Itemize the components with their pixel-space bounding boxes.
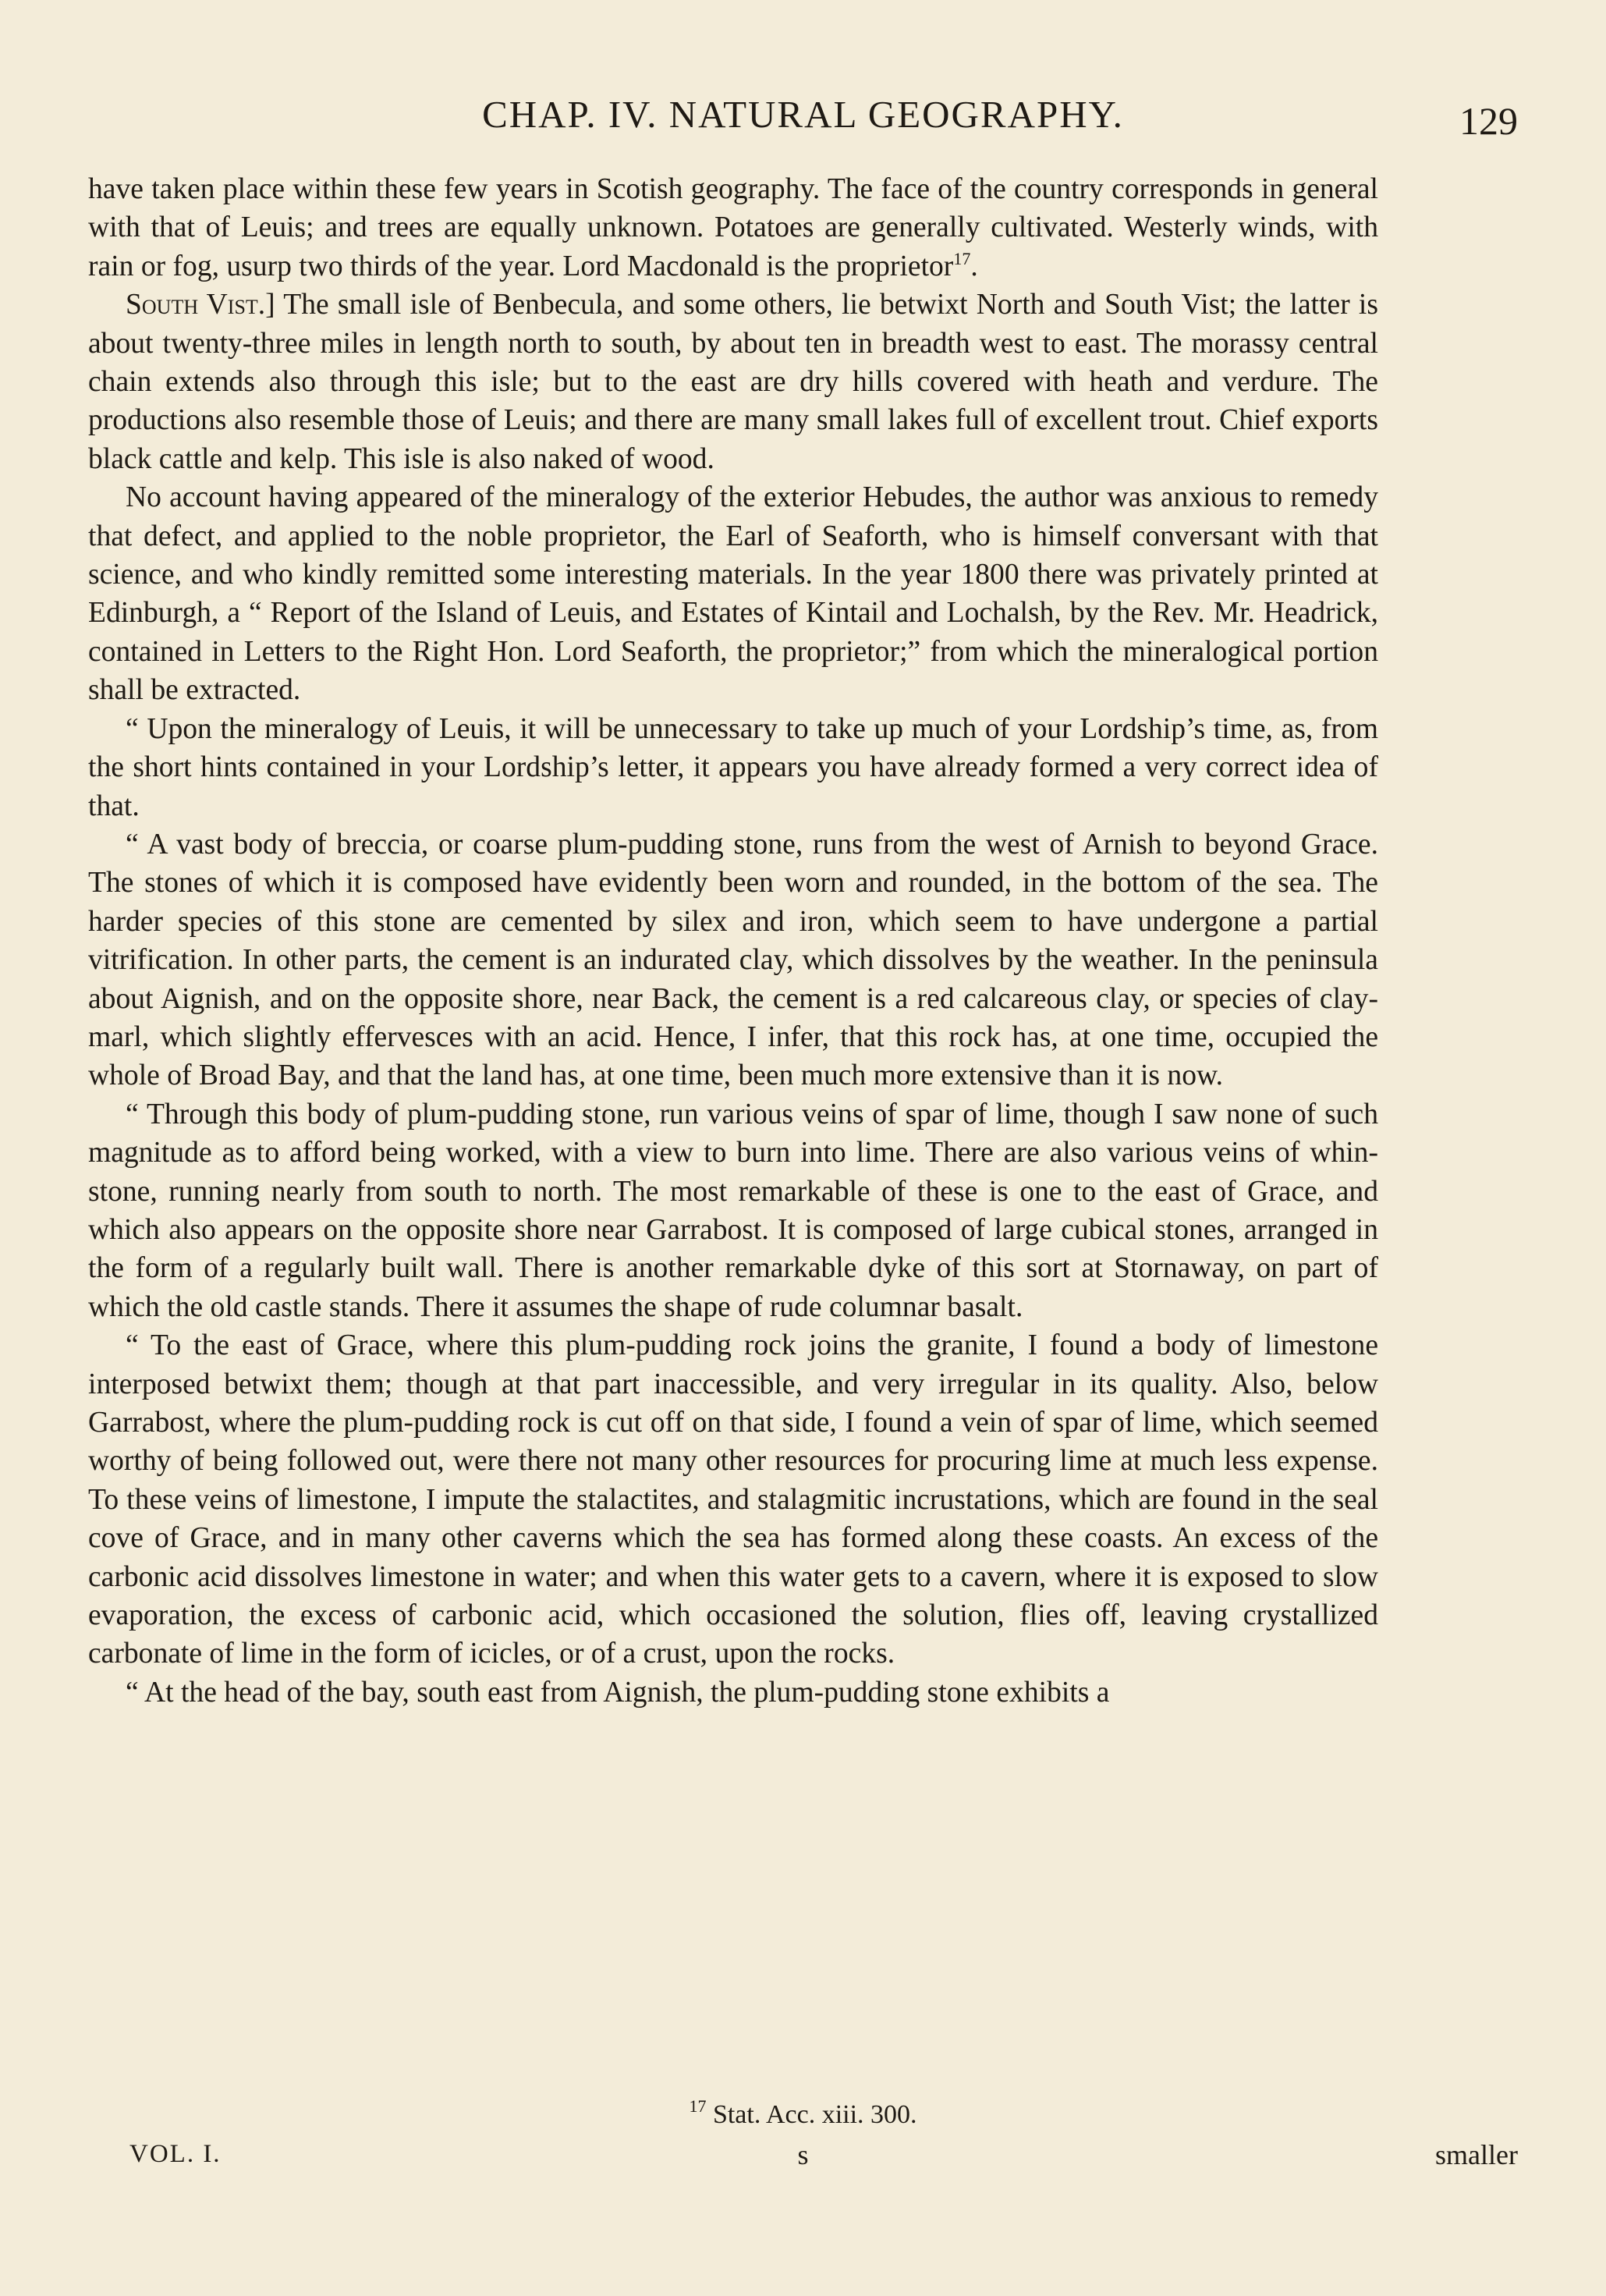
paragraph: “ Upon the mineralogy of Leuis, it will be unnecessary to take up much of your Lordship’s time, as, from the short hints contained in your Lordship’s letter, it appears you have already formed a very correct idea of that. bbox=[88, 712, 1378, 822]
signature-mark: s bbox=[797, 2139, 809, 2170]
footnote-number: 17 bbox=[689, 2096, 707, 2116]
paragraph: “ To the east of Grace, where this plum-pudding rock joins the granite, I found a body of limestone interposed betwixt them; though at that part inaccessible, and very irregular in its quality. Also, below Garrabost, where the plum-pudding rock is cut off on that side, I found a vein of spar of lime, which seemed worthy of being followed out, were there not many other resources for procuring lime at much less expense. To these veins of limestone, I impute the stalactites, and stalagmitic incrustations, which are found in the seal cove of Grace, and in many other caverns which the sea has formed along these coasts. An excess of the carbonic acid dissolves limestone in water; and when this water gets to a cavern, where it is exposed to slow evaporation, the excess of carbonic acid, which occasioned the solution, flies off, leaving crystallized carbonate of lime in the form of icicles, or of a crust, upon the rocks. bbox=[88, 1329, 1378, 1670]
volume-label: VOL. I. bbox=[129, 2140, 222, 2168]
footnote-text: Stat. Acc. xiii. 300. bbox=[706, 2100, 917, 2129]
running-head bbox=[88, 92, 1518, 147]
paragraph: “ A vast body of breccia, or coarse plum-pudding stone, runs from the west of Arnish to beyond Grace. The stones of which it is composed have evidently been worn and rounded, in the bottom of the sea. The harder species of this stone are cemented by silex and iron, which seem to have undergone a partial vitrification. In other parts, the cement is an indurated clay, which dissolves by the weather. In the peninsula about Aignish, and on the opposite shore, near Back, the cement is a red calcareous clay, or species of clay-marl, which slightly effervesces with an acid. Hence, I infer, that this rock has, at one time, occupied the whole of Broad Bay, and that the land has, at one time, been much more extensive than it is now. bbox=[88, 828, 1378, 1092]
catchword: smaller bbox=[1435, 2139, 1518, 2170]
paragraph-text: have taken place within these few years in Scotish geography. The face of the country corresponds in general with that of Leuis; and trees are equally unknown. Potatoes are generally cultivated. Westerly winds, with rain or fog, usurp two thirds of the year. Lord Macdonald is the proprietor bbox=[88, 173, 1378, 282]
paragraph bbox=[88, 286, 1378, 478]
page-footer bbox=[88, 2138, 1518, 2177]
paragraph-end: . bbox=[970, 250, 978, 282]
chapter-title: CHAP. IV. NATURAL GEOGRAPHY. bbox=[482, 93, 1124, 136]
footnote-reference: 17 bbox=[953, 248, 971, 268]
paragraph: “ At the head of the bay, south east from Aignish, the plum-pudding stone exhibits a bbox=[126, 1676, 1110, 1709]
paragraph: “ Through this body of plum-pudding stone, run various veins of spar of lime, though I saw none of such magnitude as to afford being worked, with a view to burn into lime. There are also various veins of whin-stone, running nearly from south to north. The most remarkable of these is one to the east of Grace, and which also appears on the opposite shore near Garrabost. It is composed of large cubical stones, arranged in the form of a regularly built wall. There is another remarkable dyke of this sort at Stornaway, on part of which the old castle stands. There it assumes the shape of rude columnar basalt. bbox=[88, 1098, 1378, 1323]
footnote bbox=[0, 2096, 1606, 2130]
body-text bbox=[88, 170, 1378, 1712]
paragraph-text: The small isle of Benbecula, and some others, lie betwixt North and South Vist; the latter is about twenty-three miles in length north to south, by about ten in breadth west to east. The morassy central chain extends also through this isle; but to the east are dry hills covered with heath and verdure. The productions also resemble those of Leuis; and there are many small lakes full of excellent trout. Chief exports black cattle and kelp. This isle is also naked of wood. bbox=[88, 289, 1378, 475]
paragraph bbox=[88, 170, 1378, 286]
page-number: 129 bbox=[1459, 99, 1518, 143]
paragraph: No account having appeared of the mineralogy of the exterior Hebudes, the author was anxious to remedy that defect, and applied to the noble proprietor, the Earl of Seaforth, who is himself conversant with that science, and who kindly remitted some interesting materials. In the year 1800 there was privately printed at Edinburgh, a “ Report of the Island of Leuis, and Estates of Kintail and Lochalsh, by the Rev. Mr. Headrick, contained in Letters to the Right Hon. Lord Seaforth, the proprietor;” from which the mineralogical portion shall be extracted. bbox=[88, 481, 1378, 707]
section-lead: South Vist.] bbox=[126, 289, 275, 321]
